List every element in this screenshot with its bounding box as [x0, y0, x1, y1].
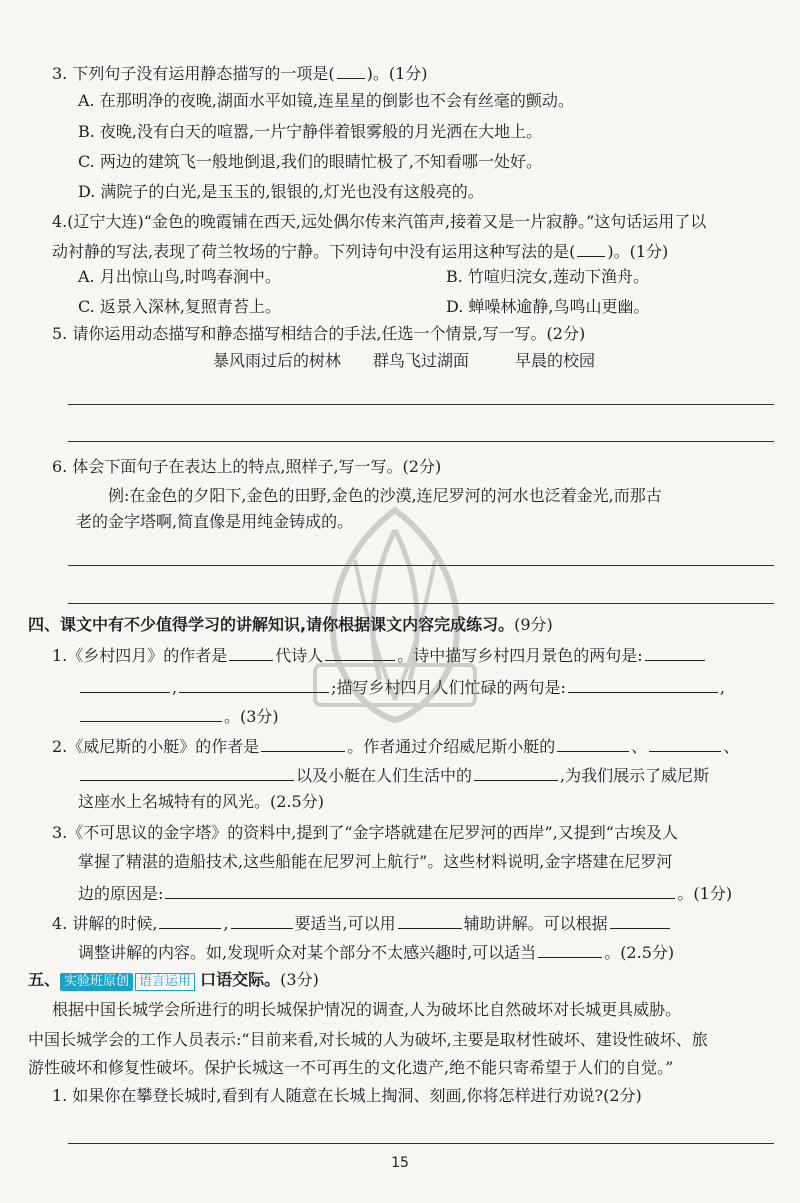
s4-q3-reason-blank[interactable]: [165, 882, 675, 899]
s5-paragraph-line3: 游性破坏和修复性破坏。保护长城这一不可再生的文化遗产,绝不能只寄希望于人们的自觉。”: [28, 1058, 674, 1077]
s5-paragraph-line1: 根据中国长城学会所进行的明长城保护情况的调查,人为破坏比自然破坏对长城更具威胁。: [52, 1000, 682, 1019]
q3-option-c: C. 两边的建筑飞一般地倒退,我们的眼睛忙极了,不知看哪一处好。: [78, 152, 543, 171]
q4-option-c: C. 返景入深林,复照青苔上。: [78, 297, 281, 316]
s5-q1-stem: 1. 如果你在攀登长城时,看到有人随意在长城上掏洞、刻画,你将怎样进行劝说?(2分): [52, 1086, 642, 1105]
s4-q2-author-blank[interactable]: [261, 735, 345, 752]
q3-option-b: B. 夜晚,没有白天的喧嚣,一片宁静伴着银雾般的月光洒在大地上。: [78, 122, 543, 141]
s4-q3-line3: 边的原因是: 。(1分): [78, 884, 733, 903]
s4-q4-blank-1[interactable]: [159, 912, 221, 929]
s4-q4-blank-2[interactable]: [231, 912, 293, 929]
q4-option-b: B. 竹喧归浣女,莲动下渔舟。: [446, 267, 650, 286]
q4-answer-blank[interactable]: [577, 240, 605, 257]
s4-q4-blank-5[interactable]: [538, 941, 602, 958]
page-number: 15: [391, 1155, 409, 1171]
s4-q3-line2: 掌握了精湛的造船技术,这些船能在尼罗河上航行”。这些材料说明,金字塔建在尼罗河: [78, 852, 673, 871]
s4-q4-line1: 4. 讲解的时候, , 要适当,可以用 辅助讲解。可以根据: [52, 912, 672, 934]
s4-q2-line1: 2.《威尼斯的小艇》的作者是 。作者通过介绍威尼斯小艇的 、 、: [52, 737, 740, 756]
s4-q1-busy-blank-1[interactable]: [568, 676, 718, 693]
q6-example-line2: 老的金字塔啊,简直像是用纯金铸成的。: [76, 512, 354, 531]
s4-q1-scenery-blank-1[interactable]: [645, 644, 705, 661]
s4-q1-scenery-blank-2[interactable]: [80, 676, 170, 693]
s4-q2-line3: 这座水上名城特有的风光。(2.5分): [78, 792, 324, 811]
s5-paragraph-line2: 中国长城学会的工作人员表示:“目前来看,对长城的人为破坏,主要是取材性破坏、建设性破坏、旅: [28, 1030, 708, 1049]
q5-choice-3: 早晨的校园: [515, 351, 596, 370]
q3-option-a: A. 在那明净的夜晚,湖面水平如镜,连星星的倒影也不会有丝毫的颤动。: [78, 91, 574, 110]
s4-q1-busy-blank-2[interactable]: [80, 705, 222, 722]
s4-q4-blank-4[interactable]: [610, 912, 670, 929]
q5-choice-1: 暴风雨过后的树林: [213, 351, 342, 370]
section5-title: 五、 实验班原创 语言运用 口语交际。(3分): [28, 970, 319, 989]
q4-stem-line2: 动衬静的写法,表现了荷兰牧场的宁静。下列诗句中没有运用这种写法的是( )。(1分): [52, 242, 669, 261]
q5-stem: 5. 请你运用动态描写和静态描写相结合的手法,任选一个情景,写一写。(2分): [52, 324, 586, 343]
q3-stem: 3. 下列句子没有运用静态描写的一项是( )。(1分): [52, 64, 428, 83]
s4-q4-line2: 调整讲解的内容。如,发现听众对某个部分不太感兴趣时,可以适当 。(2.5分): [78, 943, 675, 962]
q6-example-line1: 例:在金色的夕阳下,金色的田野,金色的沙漠,连尼罗河的河水也泛着金光,而那古: [108, 486, 662, 505]
q4-stem-line1: 4.(辽宁大连)“金色的晚霞铺在西天,远处偶尔传来汽笛声,接着又是一片寂静。”这句话运用了以: [52, 212, 707, 231]
s4-q2-feature-blank-1[interactable]: [557, 735, 629, 752]
original-badge: 实验班原创: [60, 973, 133, 991]
watermark-logo: [295, 500, 495, 730]
s4-q1-line1: 1.《乡村四月》的作者是 代诗人 。诗中描写乡村四月景色的两句是:: [52, 644, 707, 666]
q5-choice-2: 群鸟飞过湖面: [373, 351, 470, 370]
q3-answer-blank[interactable]: [337, 62, 365, 79]
s4-q2-line2: 以及小艇在人们生活中的 ,为我们展示了威尼斯: [78, 764, 709, 786]
s4-q2-feature-blank-3[interactable]: [80, 764, 294, 781]
q6-stem: 6. 体会下面句子在表达上的特点,照样子,写一写。(2分): [52, 457, 442, 476]
q4-option-a: A. 月出惊山鸟,时鸣春涧中。: [78, 267, 281, 286]
s5-q1-answer-line[interactable]: [68, 1143, 774, 1144]
s4-q1-line2: , ;描写乡村四月人们忙碌的两句是: ,: [78, 676, 725, 698]
s4-q2-role-blank[interactable]: [474, 764, 558, 781]
s4-q1-author-blank[interactable]: [229, 644, 273, 661]
s4-q2-feature-blank-2[interactable]: [649, 735, 721, 752]
q3-option-d: D. 满院子的白光,是玉玉的,银银的,灯光也没有这般亮的。: [78, 182, 484, 201]
q5-answer-line-1[interactable]: [68, 404, 774, 405]
language-use-tag: 语言运用: [135, 973, 195, 991]
q5-answer-line-2[interactable]: [68, 441, 774, 442]
q4-option-d: D. 蝉噪林逾静,鸟鸣山更幽。: [446, 297, 650, 316]
s4-q4-blank-3[interactable]: [398, 912, 462, 929]
section4-title: 四、课文中有不少值得学习的讲解知识,请你根据课文内容完成练习。(9分): [28, 615, 553, 634]
s4-q1-line3: 。(3分): [78, 705, 279, 727]
s4-q3-line1: 3.《不可思议的金字塔》的资料中,提到了“金字塔就建在尼罗河的西岸”,又提到“古埃及人: [52, 823, 678, 842]
